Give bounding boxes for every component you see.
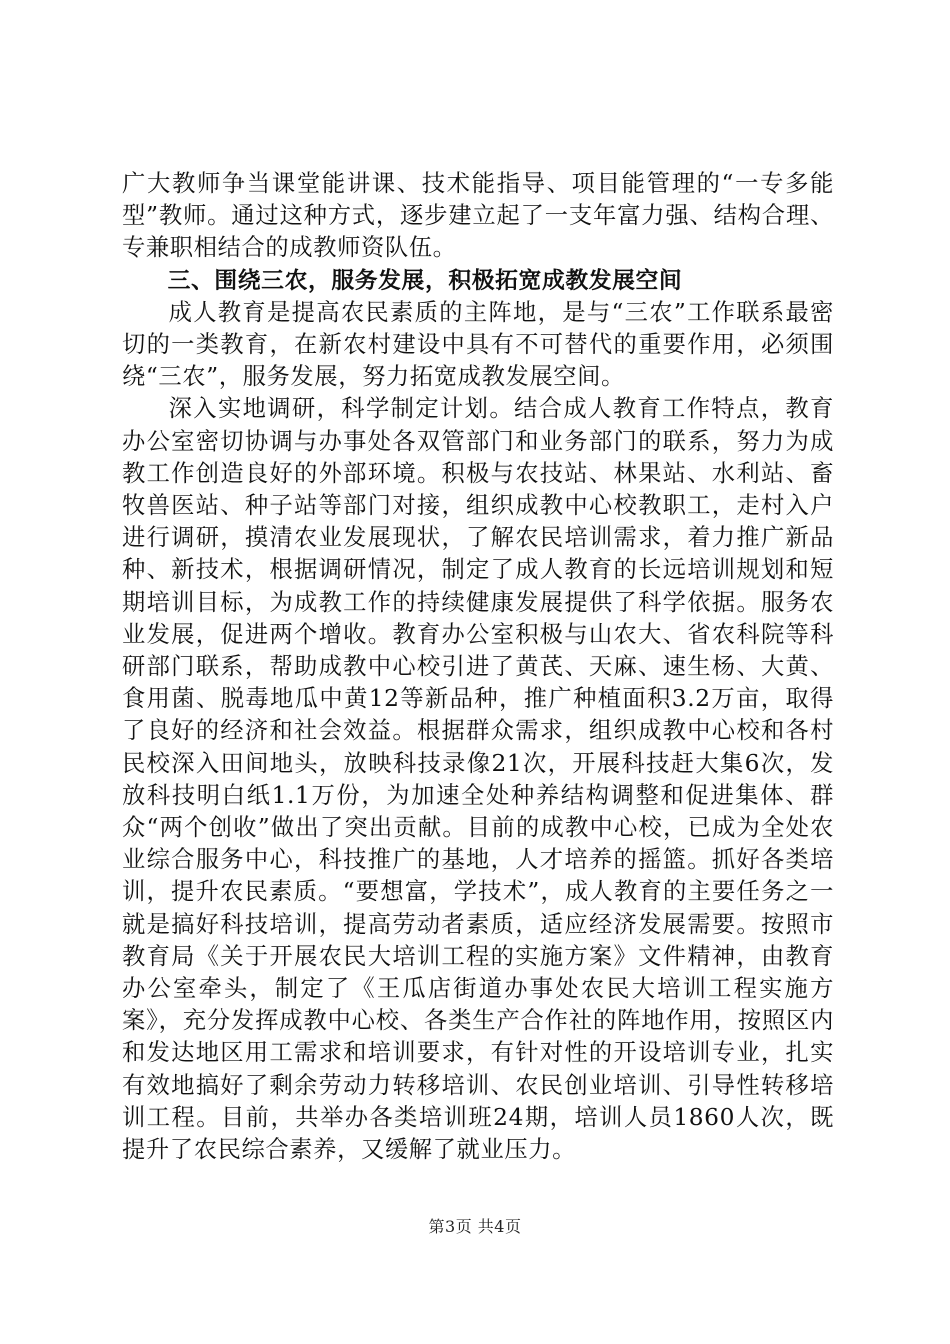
paragraph-main: 深入实地调研，科学制定计划。结合成人教育工作特点，教育办公室密切协调与办事处各双管部门和业务部门的联系，努力为成教工作创造良好的外部环境。积极与农技站、林果站、水利站、畜牧兽医站、种子站等部门对接，组织成教中心校教职工，走村入户进行调研，摸清农业发展现状，了解农民培训需求，着力推广新品种、新技术，根据调研情况，制定了成人教育的长远培训规划和短期培训目标，为成教工作的持续健康发展提供了科学依据。服务农业发展，促进两个增收。教育办公室积极与山农大、省农科院等科研部门联系，帮助成教中心校引进了黄芪、天麻、速生杨、大黄、食用菌、脱毒地瓜中黄12等新品种，推广种植面积3.2万亩，取得了良好的经济和社会效益。根据群众需求，组织成教中心校和各村民校深入田间地头，放映科技录像21次，开展科技赶大集6次，发放科技明白纸1.1万份，为加速全处种养结构调整和促进集体、群众“两个创收”做出了突出贡献。目前的成教中心校，已成为全处农业综合服务中心，科技推广的基地，人才培养的摇篮。抓好各类培训，提升农民素质。“要想富，学技术”，成人教育的主要任务之一就是搞好科技培训，提高劳动者素质，适应经济发展需要。按照市教育局《关于开展农民大培训工程的实施方案》文件精神，由教育办公室牵头，制定了《王瓜店街道办事处农民大培训工程实施方案》，充分发挥成教中心校、各类生产合作社的阵地作用，按照区内和发达地区用工需求和培训要求，有针对性的开设培训专业，扎实有效地搞好了剩余劳动力转移培训、农民创业培训、引导性转移培训工程。目前，共举办各类培训班24期，培训人员1860人次，既提升了农民综合素养，又缓解了就业压力。 bbox=[122, 395, 834, 1164]
paragraph-intro: 成人教育是提高农民素质的主阵地，是与“三农”工作联系最密切的一类教育，在新农村建设中具有不可替代的重要作用，必须围绕“三农”，服务发展，努力拓宽成教发展空间。 bbox=[122, 298, 834, 391]
document-body bbox=[122, 168, 834, 1166]
page-footer: 第3页 共4页 bbox=[428, 1217, 522, 1236]
paragraph-continued: 广大教师争当课堂能讲课、技术能指导、项目能管理的“一专多能型”教师。通过这种方式，逐步建立起了一支年富力强、结构合理、专兼职相结合的成教师资队伍。 bbox=[122, 170, 834, 262]
section-heading: 三、围绕三农，服务发展，积极拓宽成教发展空间 bbox=[167, 267, 683, 294]
